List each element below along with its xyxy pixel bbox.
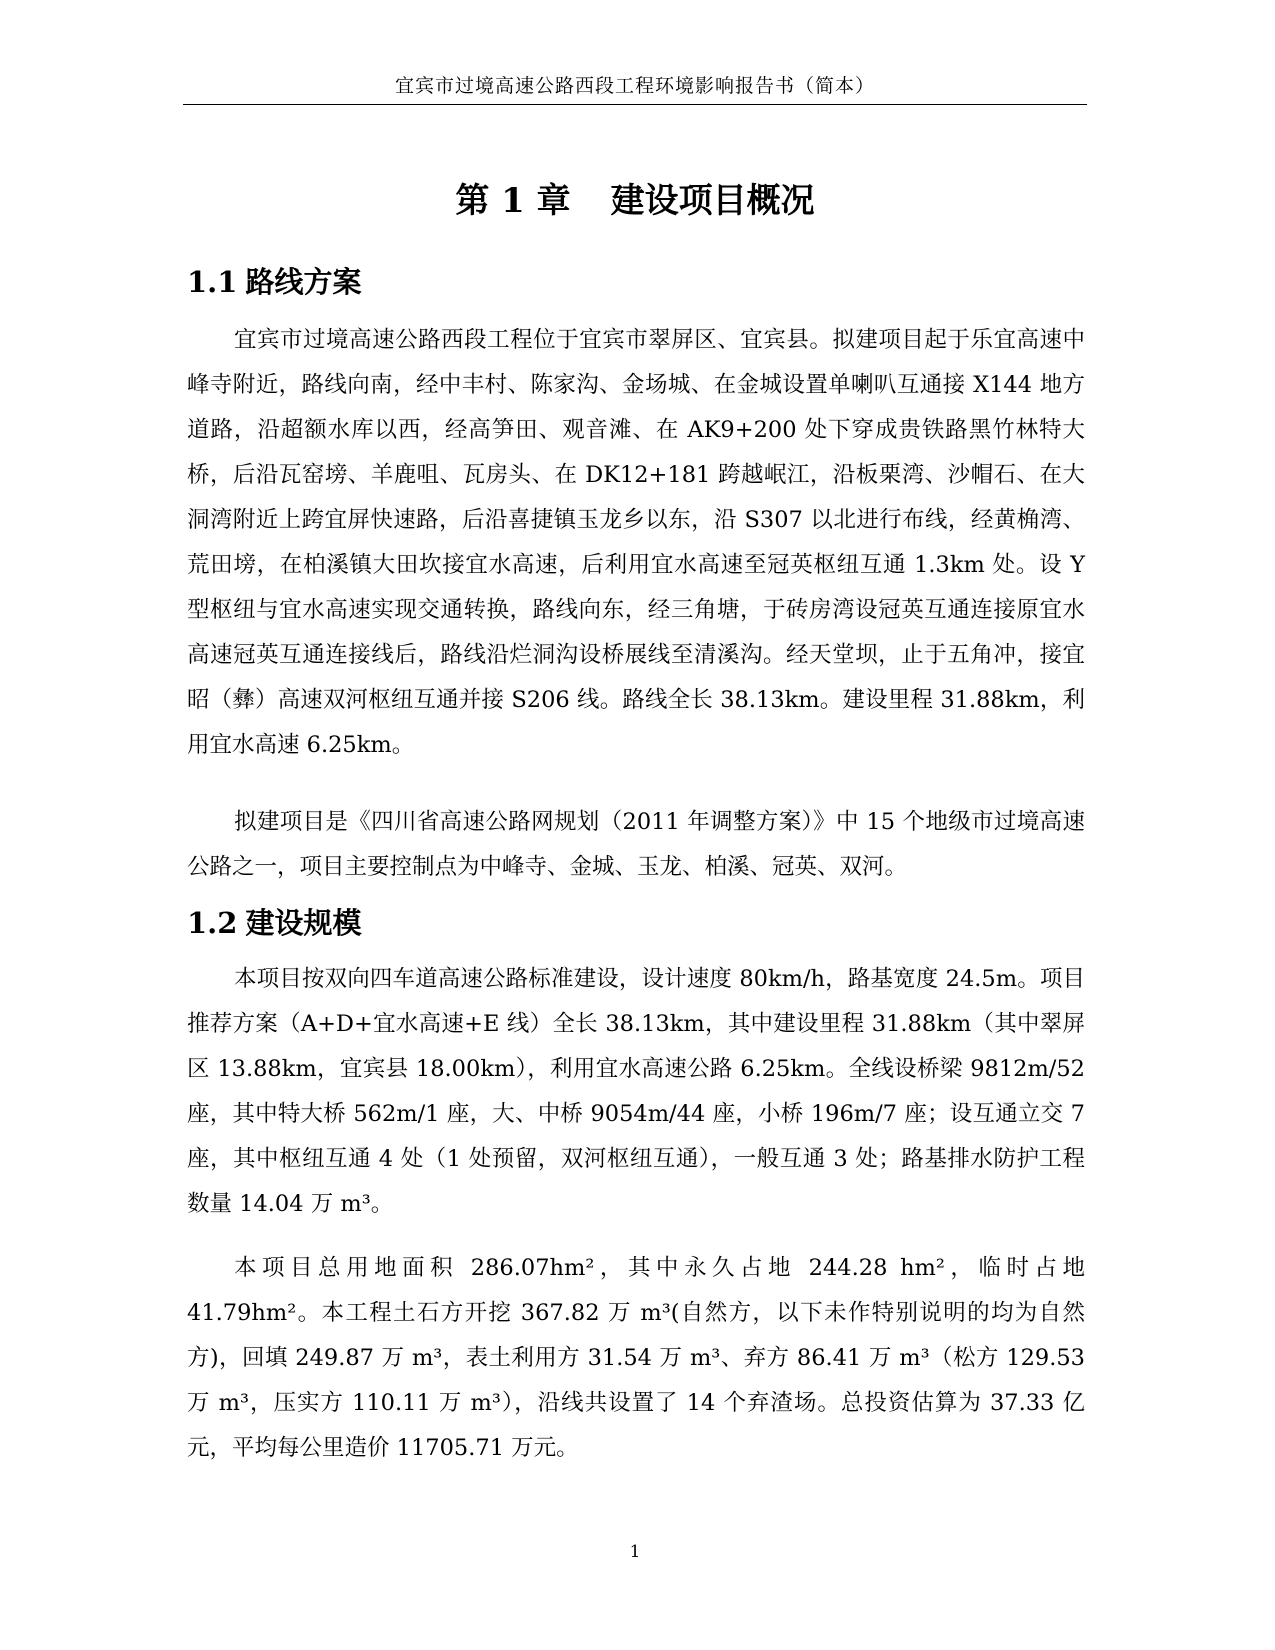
chapter-name: 建设项目概况 (610, 181, 815, 221)
section-number: 1.2 (187, 906, 238, 940)
page-number: 1 (629, 1542, 641, 1562)
chapter-title (183, 177, 1087, 225)
section-name: 建设规模 (245, 906, 362, 940)
construction-scale-paragraph: 本项目按双向四车道高速公路标准建设，设计速度 80km/h，路基宽度 24.5m。项目推荐方案（A+D+宜水高速+E 线）全长 38.13km，其中建设里程 31.88km（其中翠屏区 13.88km，宜宾县 18.00km），利用宜水高速公路 6.25km。全线设桥梁 9812m/52 座，其中特大桥 562m/1 座，大、中桥 9054m/44 座，小桥 196m/7 座；设互通立交 7 座，其中枢纽互通 4 处（1 处预留，双河枢纽互通），一般互通 3 处；路基排水防护工程数量 14.04 万 m³。 (187, 966, 1085, 1217)
running-header (183, 72, 1087, 105)
land-earthwork-paragraph: 本项目总用地面积 286.07hm²，其中永久占地 244.28 hm²，临时占地 41.79hm²。本工程土石方开挖 367.82 万 m³(自然方，以下未作特别说明的均为自然方)，回填 249.87 万 m³，表土利用方 31.54 万 m³、弃方 86.41 万 m³（松方 129.53 万 m³，压实方 110.11 万 m³），沿线共设置了 14 个弃渣场。总投资估算为 37.33 亿元，平均每公里造价 11705.71 万元。 (187, 1255, 1085, 1461)
section-name: 路线方案 (245, 265, 362, 299)
chapter-number: 第 1 章 (455, 181, 571, 221)
section-number: 1.1 (187, 265, 238, 299)
section-heading-1-2 (187, 903, 361, 943)
planning-context-paragraph: 拟建项目是《四川省高速公路网规划（2011 年调整方案）》中 15 个地级市过境高速公路之一，项目主要控制点为中峰寺、金城、玉龙、柏溪、冠英、双河。 (187, 809, 1085, 880)
section-heading-1-1 (187, 262, 361, 302)
running-header-title: 宜宾市过境高速公路西段工程环境影响报告书（简本） (394, 75, 875, 97)
route-plan-paragraph: 宜宾市过境高速公路西段工程位于宜宾市翠屏区、宜宾县。拟建项目起于乐宜高速中峰寺附近，路线向南，经中丰村、陈家沟、金场城、在金城设置单喇叭互通接 X144 地方道路，沿超额水库以西，经高笋田、观音滩、在 AK9+200 处下穿成贵铁路黑竹林特大桥，后沿瓦窑塝、羊鹿咀、瓦房头、在 DK12+181 跨越岷江，沿板栗湾、沙帽石、在大洞湾附近上跨宜屏快速路，后沿喜捷镇玉龙乡以东，沿 S307 以北进行布线，经黄桷湾、荒田塝，在柏溪镇大田坎接宜水高速，后利用宜水高速至冠英枢纽互通 1.3km 处。设 Y 型枢纽与宜水高速实现交通转换，路线向东，经三角塘，于砖房湾设冠英互通连接原宜水高速冠英互通连接线后，路线沿烂洞沟设桥展线至清溪沟。经天堂坝，止于五角冲，接宜昭（彝）高速双河枢纽互通并接 S206 线。路线全长 38.13km。建设里程 31.88km，利用宜水高速 6.25km。 (187, 327, 1085, 758)
